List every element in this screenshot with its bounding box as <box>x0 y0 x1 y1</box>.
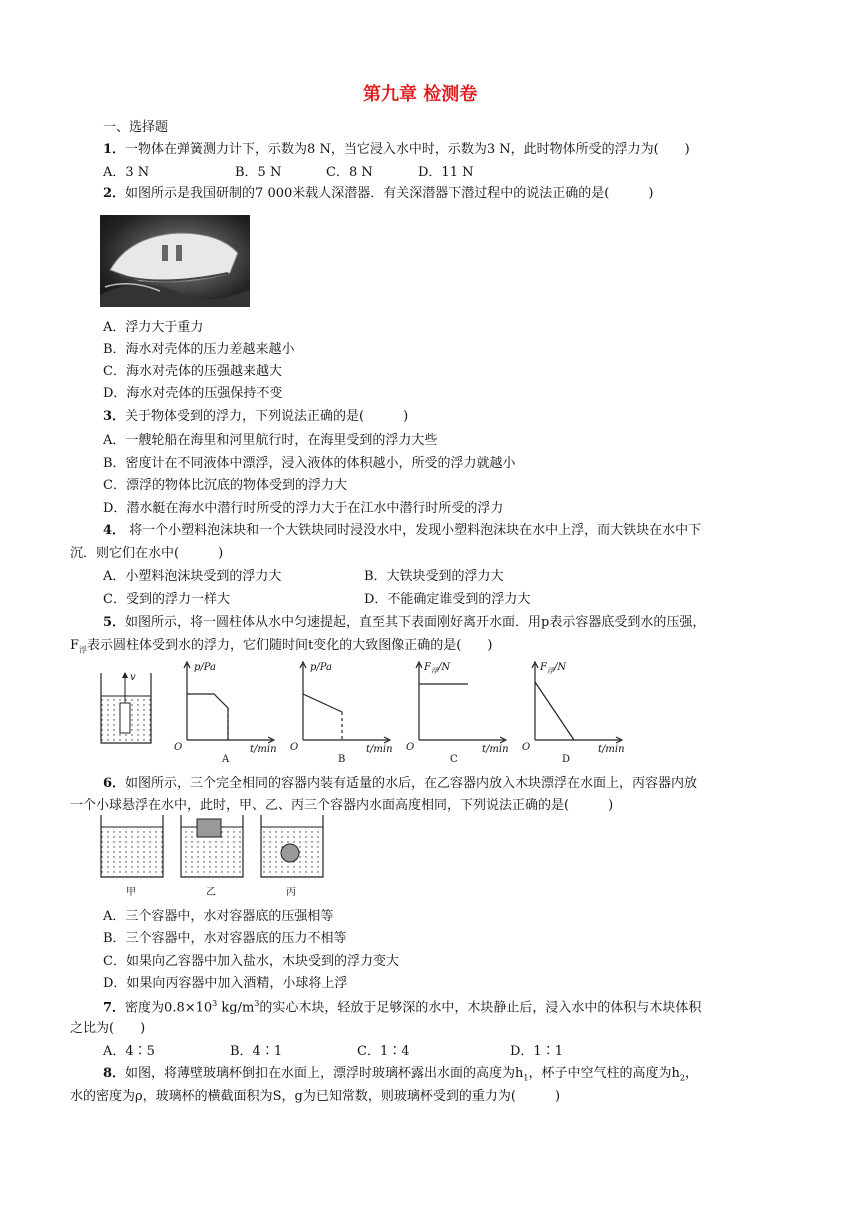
q6-option-c: C．如果向乙容器中加入盐水，木块受到的浮力变大 <box>103 954 399 969</box>
question-text: 将一个小塑料泡沫块和一个大铁块同时浸没水中，发现小塑料泡沫块在水中上浮，而大铁块在水中下 <box>125 523 702 538</box>
q7-option-c: C．1∶4 <box>357 1044 410 1059</box>
question-2 <box>103 187 653 200</box>
q7-option-b: B．4∶1 <box>230 1044 283 1059</box>
question-number: 8． <box>103 1066 126 1081</box>
question-5-line1 <box>103 616 705 629</box>
q6-option-a: A．三个容器中，水对容器底的压强相等 <box>103 909 334 924</box>
q1-option-d: D．11 N <box>418 165 474 180</box>
q5-graph-a <box>172 660 282 765</box>
question-4-line1 <box>103 524 701 537</box>
question-text: 关于物体受到的浮力，下列说法正确的是( ) <box>125 409 409 424</box>
container-label-yi: 乙 <box>206 887 216 898</box>
question-6-line2: 一个小球悬浮在水中，此时，甲、乙、丙三个容器内水面高度相同，下列说法正确的是( ) <box>70 798 614 813</box>
question-text: 一物体在弹簧测力计下，示数为8 N，当它浸入水中时，示数为3 N，此时物体所受的浮力为( ) <box>125 142 690 157</box>
graph-label-d: D <box>562 754 571 765</box>
x-axis-label: t/min <box>366 744 393 755</box>
q4-option-d: D．不能确定谁受到的浮力大 <box>364 592 531 607</box>
q3-option-b: B．密度计在不同液体中漂浮，浸入液体的体积越小，所受的浮力就越小 <box>103 456 516 471</box>
q2-option-d: D．海水对壳体的压强保持不变 <box>103 386 283 401</box>
q1-option-b: B．5 N <box>235 165 282 180</box>
question-4-line2: 沉．则它们在水中( ) <box>70 546 224 561</box>
question-8-line2: 水的密度为ρ，玻璃杯的横截面积为S，g为已知常数，则玻璃杯受到的重力为( ) <box>70 1089 561 1104</box>
q5-graph-d <box>520 660 630 765</box>
graph-label-b: B <box>338 754 346 765</box>
question-7-line1 <box>103 1000 701 1014</box>
question-number: 2． <box>103 186 126 201</box>
q6-containers-figure <box>100 815 360 895</box>
question-text: 密度为0.8×10 <box>125 1000 213 1016</box>
origin-label: O <box>290 742 299 753</box>
question-5-line2 <box>70 639 492 655</box>
question-number: 5． <box>103 615 126 630</box>
question-text: 表示圆柱体受到水的浮力，它们随时间t变化的大致图像正确的是( ) <box>87 638 493 653</box>
question-number: 4． <box>103 523 126 538</box>
submersible-photo <box>100 215 250 307</box>
question-text: 的实心木块，轻放于足够深的水中，木块静止后，浸入水中的体积与木块体积 <box>259 1000 702 1016</box>
question-text: ， <box>684 1066 698 1081</box>
q4-option-a: A．小塑料泡沫块受到的浮力大 <box>103 569 282 584</box>
section-heading: 一、选择题 <box>103 120 169 135</box>
question-text: kg/m <box>217 1000 255 1016</box>
x-axis-label: t/min <box>250 744 277 755</box>
question-text: 如图所示，三个完全相同的容器内装有适量的水后，在乙容器内放入木块漂浮在水面上，丙容器内放 <box>125 776 698 791</box>
question-text: 如图所示是我国研制的7 000米载人深潜器．有关深潜器下潜过程中的说法正确的是( ) <box>125 186 654 201</box>
q4-option-c: C．受到的浮力一样大 <box>103 592 230 607</box>
subscript: 1 <box>523 1073 529 1083</box>
superscript: 3 <box>212 999 218 1008</box>
q5-container-figure <box>100 668 160 748</box>
x-axis-label: t/min <box>482 744 509 755</box>
submersible-illustration <box>100 215 250 307</box>
question-number: 7． <box>103 1000 126 1016</box>
container-label-bing: 丙 <box>286 887 296 898</box>
graph-label-a: A <box>222 754 230 765</box>
q5-graph-c <box>404 660 514 765</box>
y-axis-label-f: $F_浮/N$ <box>424 662 451 675</box>
graph-label-c: C <box>450 754 458 765</box>
symbol-f: F <box>70 638 80 653</box>
y-axis-label-f: $F_浮/N$ <box>540 662 567 675</box>
subscript: 2 <box>679 1073 685 1083</box>
q2-option-a: A．浮力大于重力 <box>103 320 204 335</box>
q4-option-b: B．大铁块受到的浮力大 <box>364 569 504 584</box>
question-3 <box>103 410 408 423</box>
symbol-f-subscript: 浮 <box>79 645 88 655</box>
q2-option-b: B．海水对壳体的压力差越来越小 <box>103 342 295 357</box>
container-label-jia: 甲 <box>126 887 136 898</box>
q7-option-a: A．4∶5 <box>103 1044 155 1059</box>
q3-option-a: A．一艘轮船在海里和河里航行时，在海里受到的浮力大些 <box>103 433 438 448</box>
question-8-line1 <box>103 1067 698 1083</box>
origin-label: O <box>406 742 415 753</box>
question-1 <box>103 143 690 156</box>
question-number: 1． <box>103 142 126 157</box>
q7-option-d: D．1∶1 <box>510 1044 563 1059</box>
q3-option-d: D．潜水艇在海水中潜行时所受的浮力大于在江水中潜行时所受的浮力 <box>103 501 504 516</box>
q2-option-c: C．海水对壳体的压强越来越大 <box>103 364 282 379</box>
question-text: 如图，将薄壁玻璃杯倒扣在水面上，漂浮时玻璃杯露出水面的高度为h <box>125 1066 524 1081</box>
q6-option-d: D．如果向丙容器中加入酒精，小球将上浮 <box>103 976 348 991</box>
q1-option-a: A．3 N <box>103 165 150 180</box>
q5-graph-b <box>288 660 398 765</box>
q6-option-b: B．三个容器中，水对容器底的压力不相等 <box>103 931 347 946</box>
question-6-line1 <box>103 777 697 790</box>
superscript: 3 <box>254 999 260 1008</box>
page-title: 第九章 检测卷 <box>363 84 478 105</box>
question-text: ，杯子中空气柱的高度为h <box>528 1066 680 1081</box>
question-text: 如图所示，将一圆柱体从水中匀速提起，直至其下表面刚好离开水面．用p表示容器底受到水的压强， <box>125 615 706 630</box>
x-axis-label: t/min <box>598 744 625 755</box>
q3-option-c: C．漂浮的物体比沉底的物体受到的浮力大 <box>103 478 347 493</box>
question-number: 3． <box>103 409 126 424</box>
y-axis-label-p: p/Pa <box>194 662 217 673</box>
velocity-label: v <box>130 672 136 683</box>
question-number: 6． <box>103 776 126 791</box>
q1-option-c: C．8 N <box>326 165 373 180</box>
origin-label: O <box>174 742 183 753</box>
question-7-line2: 之比为( ) <box>70 1021 146 1036</box>
origin-label: O <box>522 742 531 753</box>
y-axis-label-p: p/Pa <box>310 662 333 673</box>
